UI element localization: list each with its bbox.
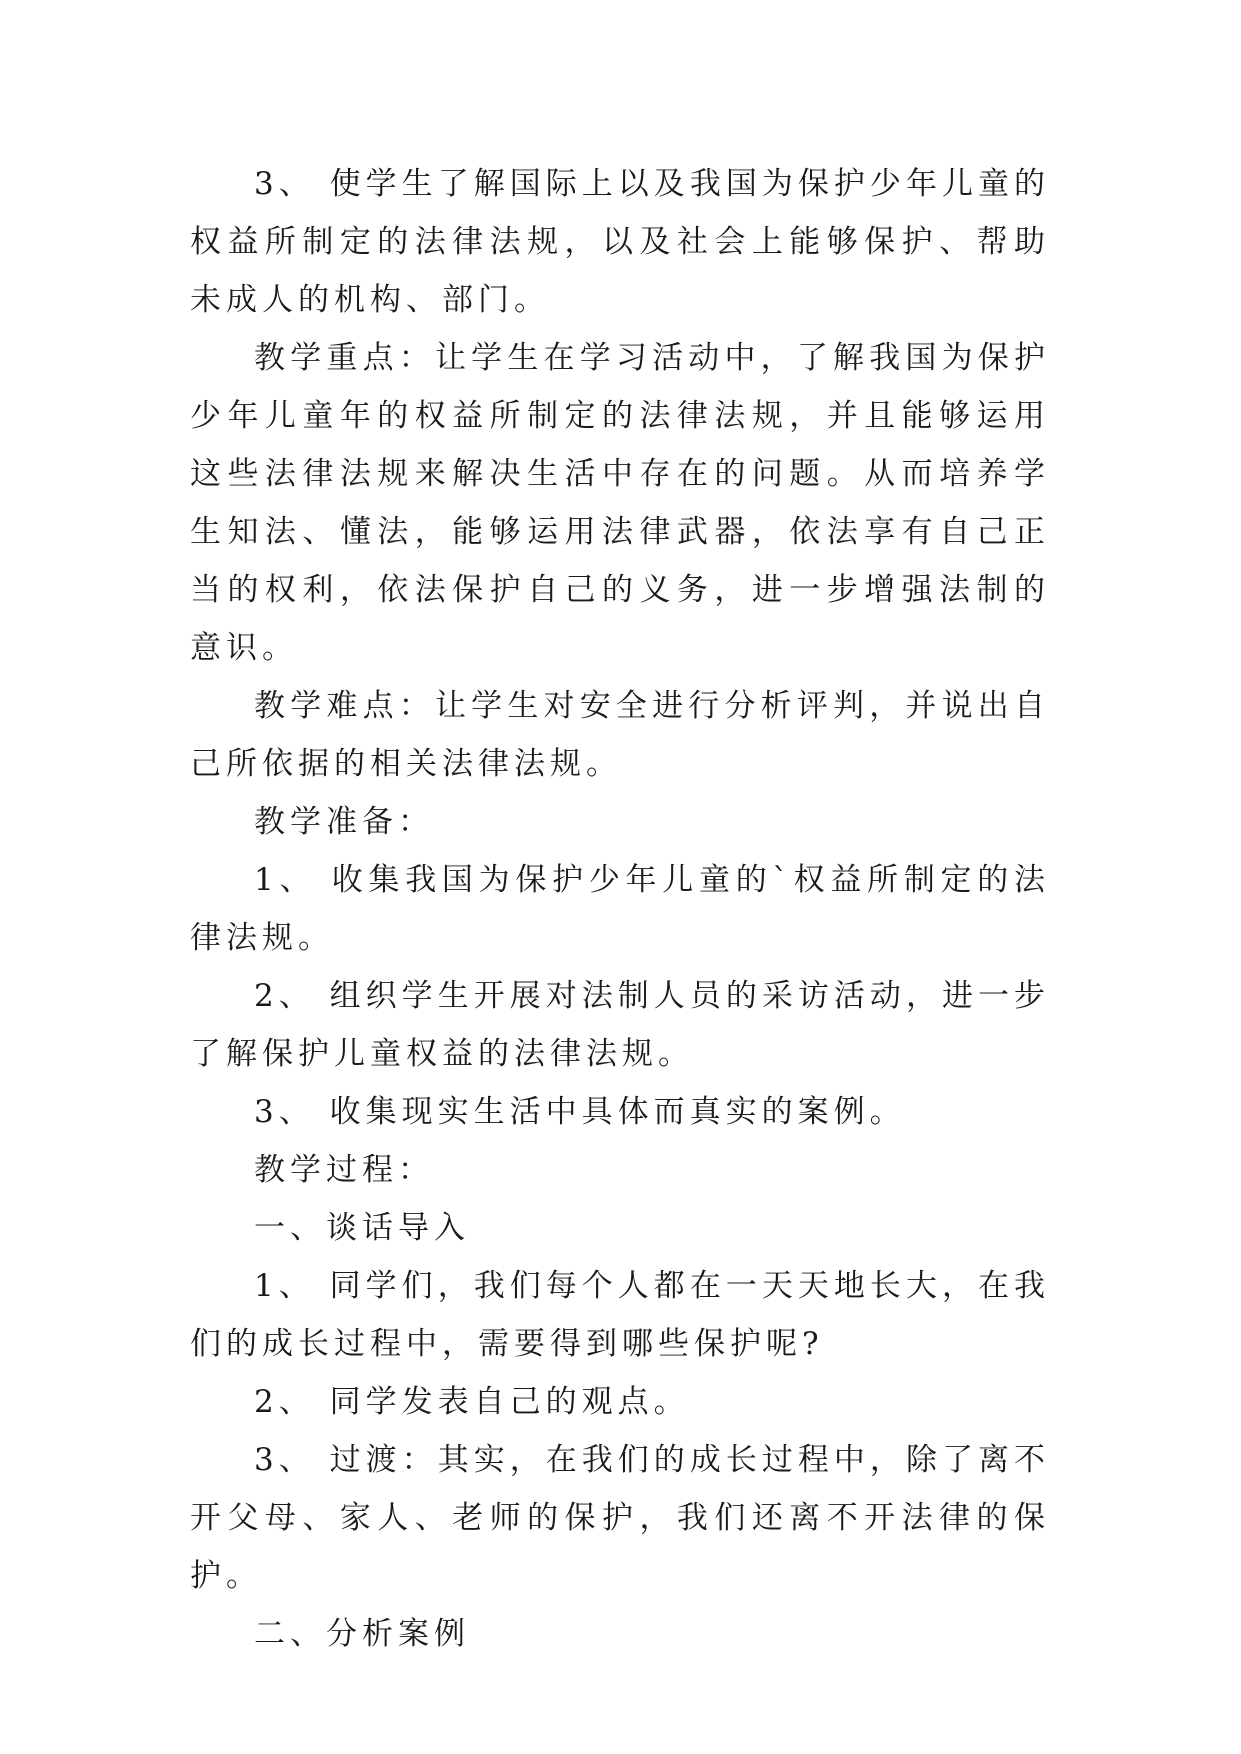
teaching-process-heading: 教学过程： xyxy=(254,1152,434,1188)
teaching-focus-paragraph: 教学重点：让学生在学习活动中，了解我国为保护少年儿童年的权益所制定的法律法规，并且能够运用这些法律法规来解决生活中存在的问题。从而培养学生知法、懂法，能够运用法律武器，依法享有自己正当的权利，依法保护自己的义务，进一步增强法制的意识。 xyxy=(190,340,1050,666)
objective-3-paragraph: 3、 使学生了解国际上以及我国为保护少年儿童的权益所制定的法律法规，以及社会上能够保护、帮助未成人的机构、部门。 xyxy=(190,166,1050,318)
preparation-item-3: 3、 收集现实生活中具体而真实的案例。 xyxy=(254,1094,906,1130)
section-1-item-3: 3、 过渡：其实，在我们的成长过程中，除了离不开父母、家人、老师的保护，我们还离不开法律的保护。 xyxy=(190,1442,1050,1594)
preparation-item-1: 1、 收集我国为保护少年儿童的`权益所制定的法律法规。 xyxy=(190,862,1050,956)
section-2-heading: 二、分析案例 xyxy=(254,1616,470,1652)
preparation-item-2: 2、 组织学生开展对法制人员的采访活动，进一步了解保护儿童权益的法律法规。 xyxy=(190,978,1050,1072)
section-1-item-1: 1、 同学们，我们每个人都在一天天地长大，在我们的成长过程中，需要得到哪些保护呢? xyxy=(190,1268,1050,1362)
teaching-preparation-heading: 教学准备： xyxy=(254,804,434,840)
section-1-heading: 一、谈话导入 xyxy=(254,1210,470,1246)
section-1-item-2: 2、 同学发表自己的观点。 xyxy=(254,1384,690,1420)
teaching-difficulty-paragraph: 教学难点：让学生对安全进行分析评判，并说出自己所依据的相关法律法规。 xyxy=(190,688,1050,782)
document-body xyxy=(190,155,1050,1663)
